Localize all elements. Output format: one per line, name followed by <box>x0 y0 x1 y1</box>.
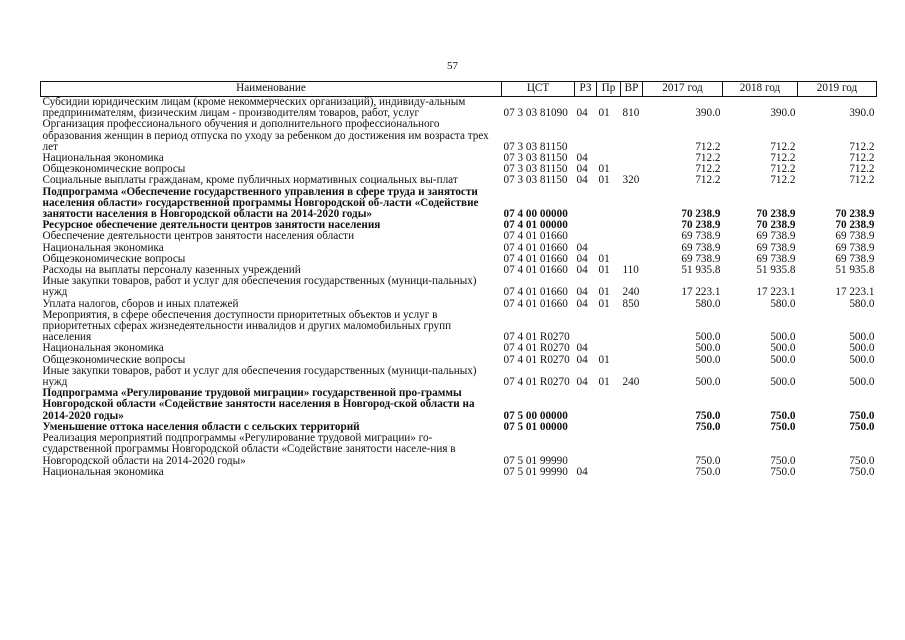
table-row <box>41 187 877 221</box>
cell-y2017: 500.0 <box>695 331 721 344</box>
cell-rz <box>575 187 597 221</box>
cell-name: Уменьшение оттока населения области с сельских территорий <box>42 420 360 433</box>
cell-vr <box>621 467 643 478</box>
cell-name: Национальная экономика <box>42 342 164 355</box>
cell-cst: 07 4 01 R0270 <box>503 342 570 355</box>
cell-rz <box>575 388 597 422</box>
cell-name: Общеэкономические вопросы <box>42 163 186 176</box>
cell-y2018: 70 238.9 <box>756 219 796 232</box>
cell-cst: 07 5 00 00000 <box>503 409 568 422</box>
cell-pr <box>597 231 621 242</box>
cell-y2019: 69 738.9 <box>835 252 875 265</box>
table-row <box>41 366 877 388</box>
cell-y2017: 500.0 <box>695 353 721 366</box>
cell-rz: 04 <box>576 174 588 187</box>
cell-cst: 07 4 01 R0270 <box>503 331 570 344</box>
cell-y2019: 580.0 <box>849 297 875 310</box>
cell-y2019: 500.0 <box>849 353 875 366</box>
cell-vr: 240 <box>622 286 640 299</box>
cell-y2018: 69 738.9 <box>756 230 796 243</box>
cell-y2017: 750.0 <box>695 465 721 478</box>
cell-y2017: 580.0 <box>695 297 721 310</box>
cell-pr <box>597 467 621 478</box>
cell-name: Уплата налогов, сборов и иных платежей <box>42 297 239 310</box>
cell-vr <box>621 355 643 366</box>
cell-name: Общеэкономические вопросы <box>42 252 186 265</box>
cell-rz <box>575 220 597 231</box>
cell-pr: 01 <box>598 297 610 310</box>
cell-y2019: 500.0 <box>849 376 875 389</box>
cell-y2017: 17 223.1 <box>681 286 721 299</box>
cell-name: Мероприятия, в сфере обеспечения доступности приоритетных объектов и услуг в приоритетных сферах жизнедеятельности инвалидов и других маломобильных групп населения <box>42 308 452 344</box>
cell-vr <box>621 310 643 344</box>
cell-pr <box>597 119 621 153</box>
cell-cst: 07 4 01 R0270 <box>503 353 570 366</box>
cell-y2018: 500.0 <box>770 331 796 344</box>
table-header-row <box>41 82 877 97</box>
cell-y2018: 712.2 <box>770 140 796 153</box>
cell-cst: 07 3 03 81150 <box>503 163 568 176</box>
cell-y2019: 390.0 <box>849 107 875 120</box>
cell-y2018: 500.0 <box>770 342 796 355</box>
cell-y2018: 390.0 <box>770 107 796 120</box>
cell-y2018: 750.0 <box>770 420 796 433</box>
cell-y2019: 712.2 <box>849 152 875 165</box>
table-row <box>41 276 877 298</box>
table-row <box>41 433 877 467</box>
cell-vr <box>621 220 643 231</box>
cell-pr <box>597 310 621 344</box>
cell-rz: 04 <box>576 465 588 478</box>
cell-rz: 04 <box>576 107 588 120</box>
cell-cst: 07 4 00 00000 <box>503 208 568 221</box>
cell-name: Расходы на выплаты персоналу казенных учреждений <box>42 264 301 277</box>
cell-vr <box>621 422 643 433</box>
page-number: 57 <box>447 60 458 72</box>
cell-rz: 04 <box>576 163 588 176</box>
cell-cst: 07 4 01 01660 <box>503 252 568 265</box>
cell-pr: 01 <box>598 107 610 120</box>
cell-name: Реализация мероприятий подпрограммы «Регулирование трудовой миграции» го-сударственной программы Новгородской области «Содействие занятости населе-ния в Новгородской области на 2014-2020 годы» <box>42 432 456 467</box>
cell-y2018: 51 935.8 <box>756 264 796 277</box>
cell-cst: 07 4 01 01660 <box>503 241 568 254</box>
cell-rz <box>575 433 597 467</box>
cell-y2019: 70 238.9 <box>835 208 875 221</box>
cell-y2019: 70 238.9 <box>835 219 875 232</box>
cell-name: Обеспечение деятельности центров занятости населения области <box>42 230 355 243</box>
cell-vr <box>621 343 643 354</box>
cell-y2018: 69 738.9 <box>756 241 796 254</box>
cell-pr: 01 <box>598 264 610 277</box>
cell-name: Национальная экономика <box>42 241 164 254</box>
table-row <box>41 231 877 242</box>
cell-cst: 07 4 01 01660 <box>503 230 568 243</box>
cell-rz: 04 <box>576 241 588 254</box>
cell-vr <box>621 187 643 221</box>
cell-y2017: 51 935.8 <box>681 264 721 277</box>
cell-name: Подпрограмма «Регулирование трудовой миграции» государственной про-граммы Новгородской области «Содействие занятости населения в Новгород-ской области на 2014-2020 годы» <box>42 387 475 422</box>
cell-rz: 04 <box>576 252 588 265</box>
cell-rz: 04 <box>576 264 588 277</box>
cell-y2018: 70 238.9 <box>756 208 796 221</box>
cell-name: Национальная экономика <box>42 465 164 478</box>
cell-vr: 810 <box>622 107 640 120</box>
cell-pr: 01 <box>598 174 610 187</box>
cell-y2017: 500.0 <box>695 342 721 355</box>
cell-vr <box>621 433 643 467</box>
cell-y2017: 750.0 <box>695 420 721 433</box>
cell-rz <box>575 119 597 153</box>
cell-y2018: 500.0 <box>770 353 796 366</box>
header-2018: 2018 год <box>723 82 798 97</box>
cell-rz: 04 <box>576 342 588 355</box>
cell-y2017: 500.0 <box>695 376 721 389</box>
table-row <box>41 119 877 153</box>
cell-vr <box>621 119 643 153</box>
cell-pr <box>597 422 621 433</box>
cell-y2019: 69 738.9 <box>835 230 875 243</box>
header-rz: РЗ <box>575 82 597 97</box>
cell-y2018: 500.0 <box>770 376 796 389</box>
cell-pr: 01 <box>598 353 610 366</box>
cell-y2017: 69 738.9 <box>681 241 721 254</box>
cell-cst: 07 5 01 99990 <box>503 454 568 467</box>
header-cst: ЦСТ <box>502 82 575 97</box>
cell-vr: 850 <box>622 297 640 310</box>
cell-y2019: 51 935.8 <box>835 264 875 277</box>
header-2019: 2019 год <box>798 82 877 97</box>
cell-cst: 07 5 01 00000 <box>503 420 568 433</box>
cell-pr: 01 <box>598 163 610 176</box>
cell-rz: 04 <box>576 152 588 165</box>
table-row <box>41 388 877 422</box>
cell-pr: 01 <box>598 376 610 389</box>
cell-rz: 04 <box>576 286 588 299</box>
cell-pr: 01 <box>598 286 610 299</box>
cell-name: Ресурсное обеспечение деятельности центров занятости населения <box>42 219 381 232</box>
cell-y2018: 750.0 <box>770 409 796 422</box>
cell-rz <box>575 422 597 433</box>
cell-vr <box>621 231 643 242</box>
cell-y2019: 17 223.1 <box>835 286 875 299</box>
cell-name: Организация профессионального обучения и дополнительного профессионального образования женщин в период отпуска по уходу за ребенком до достижения им возраста трех лет <box>42 118 489 153</box>
cell-name: Иные закупки товаров, работ и услуг для обеспечения государственных (муници-пальных) нужд <box>42 364 477 389</box>
cell-y2018: 750.0 <box>770 465 796 478</box>
table-row <box>41 310 877 344</box>
cell-name: Субсидии юридическим лицам (кроме некоммерческих организаций), индивиду-альным предпринимателям, физическим лицам - производителям товаров, работ, услуг <box>42 96 466 120</box>
cell-y2017: 750.0 <box>695 409 721 422</box>
cell-y2019: 712.2 <box>849 163 875 176</box>
cell-pr <box>597 433 621 467</box>
cell-y2018: 580.0 <box>770 297 796 310</box>
header-pr: Пр <box>597 82 621 97</box>
cell-cst: 07 5 01 99990 <box>503 465 568 478</box>
cell-vr: 320 <box>622 174 640 187</box>
cell-pr: 01 <box>598 252 610 265</box>
header-vr: ВР <box>621 82 643 97</box>
cell-vr <box>621 243 643 254</box>
cell-cst: 07 3 03 81150 <box>503 152 568 165</box>
cell-pr <box>597 187 621 221</box>
table-row <box>41 343 877 354</box>
header-2017: 2017 год <box>643 82 723 97</box>
budget-table <box>40 81 877 478</box>
cell-name: Национальная экономика <box>42 152 164 165</box>
cell-cst: 07 4 01 R0270 <box>503 376 570 389</box>
cell-pr <box>597 220 621 231</box>
cell-y2017: 70 238.9 <box>681 219 721 232</box>
cell-rz: 04 <box>576 297 588 310</box>
table-row <box>41 467 877 478</box>
cell-y2019: 500.0 <box>849 342 875 355</box>
cell-vr <box>621 153 643 164</box>
cell-name: Социальные выплаты гражданам, кроме публичных нормативных социальных вы-плат <box>42 174 458 187</box>
cell-y2018: 712.2 <box>770 163 796 176</box>
cell-y2019: 750.0 <box>849 465 875 478</box>
cell-y2017: 69 738.9 <box>681 252 721 265</box>
cell-cst: 07 4 01 01660 <box>503 297 568 310</box>
cell-cst: 07 4 01 00000 <box>503 219 568 232</box>
cell-y2018: 17 223.1 <box>756 286 796 299</box>
cell-y2017: 712.2 <box>695 163 721 176</box>
cell-rz <box>575 310 597 344</box>
cell-y2019: 69 738.9 <box>835 241 875 254</box>
cell-cst: 07 3 03 81150 <box>503 140 568 153</box>
table-row <box>41 97 877 120</box>
cell-name: Подпрограмма «Обеспечение государственного управления в сфере труда и занятости населения области» государственной программы Новгородской об-ласти «Содействие занятости населения в Новгородской области на 2014-2020 годы» <box>42 185 479 221</box>
cell-name: Иные закупки товаров, работ и услуг для обеспечения государственных (муници-пальных) нужд <box>42 275 477 299</box>
cell-y2018: 712.2 <box>770 152 796 165</box>
cell-y2019: 712.2 <box>849 140 875 153</box>
cell-y2019: 500.0 <box>849 331 875 344</box>
cell-y2017: 712.2 <box>695 174 721 187</box>
cell-y2019: 750.0 <box>849 409 875 422</box>
cell-pr <box>597 343 621 354</box>
cell-vr: 110 <box>622 264 639 277</box>
cell-y2018: 712.2 <box>770 174 796 187</box>
cell-y2019: 750.0 <box>849 420 875 433</box>
cell-y2017: 70 238.9 <box>681 208 721 221</box>
cell-y2017: 712.2 <box>695 152 721 165</box>
cell-y2018: 69 738.9 <box>756 252 796 265</box>
cell-y2019: 712.2 <box>849 174 875 187</box>
cell-y2019: 750.0 <box>849 454 875 467</box>
cell-y2017: 712.2 <box>695 140 721 153</box>
cell-cst: 07 4 01 01660 <box>503 264 568 277</box>
cell-cst: 07 4 01 01660 <box>503 286 568 299</box>
cell-rz: 04 <box>576 353 588 366</box>
cell-rz: 04 <box>576 376 588 389</box>
table-row <box>41 175 877 186</box>
cell-y2017: 390.0 <box>695 107 721 120</box>
cell-vr: 240 <box>622 376 640 389</box>
cell-cst: 07 3 03 81090 <box>503 107 568 120</box>
header-name: Наименование <box>41 82 502 97</box>
cell-vr <box>621 388 643 422</box>
cell-name: Общеэкономические вопросы <box>42 353 186 366</box>
cell-y2017: 750.0 <box>695 454 721 467</box>
cell-cst: 07 3 03 81150 <box>503 174 568 187</box>
cell-pr <box>597 388 621 422</box>
cell-rz <box>575 231 597 242</box>
cell-y2017: 69 738.9 <box>681 230 721 243</box>
cell-y2018: 750.0 <box>770 454 796 467</box>
